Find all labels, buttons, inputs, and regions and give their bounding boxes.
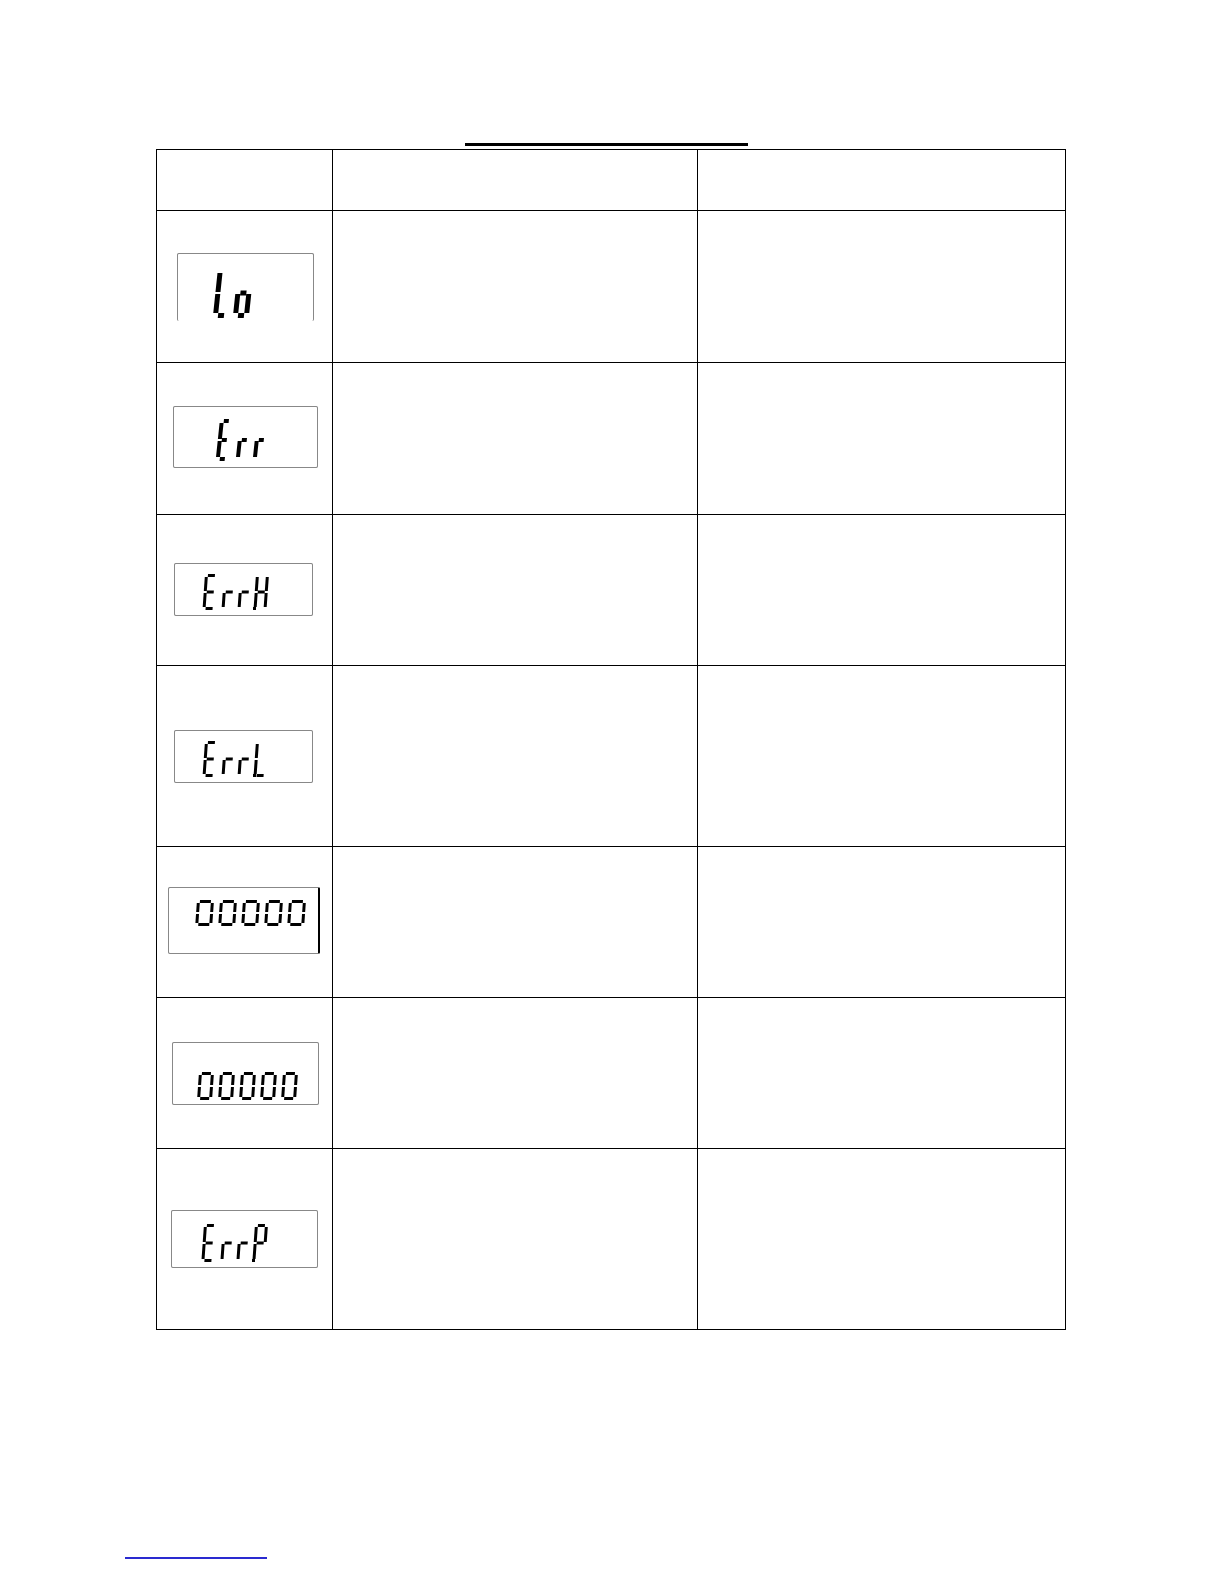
lcd-segment-c	[293, 1087, 297, 1097]
lcd-digits	[178, 254, 313, 321]
lcd-segment-a	[286, 1072, 295, 1075]
lcd-segment-a	[208, 741, 215, 744]
lcd-digits	[172, 1211, 317, 1267]
lcd-segment-e	[264, 914, 268, 923]
lcd-segment-b	[256, 903, 260, 912]
lcd-glyph	[216, 419, 229, 461]
lcd-segment-a	[202, 1072, 211, 1075]
lcd-segment-b	[210, 1075, 214, 1085]
lcd-segment-d	[238, 313, 245, 318]
lcd-digits	[175, 564, 312, 615]
lcd-glyph	[264, 900, 283, 926]
lcd-segment-d	[205, 774, 212, 777]
lcd-segment-e	[254, 760, 258, 774]
lcd-segment-b	[233, 903, 237, 912]
lcd-glyph	[202, 574, 215, 610]
lcd-glyph	[221, 1242, 232, 1260]
lcd-glyph	[254, 577, 269, 607]
lcd-segment-e	[253, 441, 259, 457]
lcd-segment-e	[222, 760, 226, 774]
lcd-segment-f	[204, 577, 208, 591]
lcd-segment-b	[294, 1075, 298, 1085]
lcd-segment-g	[222, 438, 227, 442]
lcd-segment-a	[223, 1072, 232, 1075]
lcd-segment-e	[233, 294, 240, 313]
remedy-cell	[698, 666, 1066, 847]
cause-cell	[333, 211, 698, 363]
lcd-segment-b	[279, 903, 283, 912]
header-cell-cause	[333, 150, 698, 211]
lcd-segment-e	[253, 1244, 257, 1259]
lcd-segment-e	[218, 914, 222, 923]
lcd-digits	[174, 407, 317, 467]
title-underline	[465, 143, 748, 146]
remedy-cell	[698, 847, 1066, 998]
lcd-display	[177, 253, 314, 321]
lcd-segment-g	[242, 438, 247, 442]
lcd-segment-g	[226, 758, 233, 761]
cause-cell	[333, 847, 698, 998]
lcd-segment-c	[209, 914, 213, 923]
lcd-segment-e	[281, 1087, 285, 1097]
lcd-segment-g	[225, 1242, 232, 1245]
table-row	[157, 211, 1066, 363]
lcd-glyph	[218, 1072, 235, 1100]
lcd-segment-b	[302, 903, 306, 912]
lcd-segment-d	[220, 457, 225, 461]
lcd-segment-f	[218, 423, 224, 439]
lcd-segment-c	[272, 1087, 276, 1097]
table-row	[157, 998, 1066, 1149]
lcd-segment-d	[290, 923, 301, 926]
lcd-segment-f	[288, 903, 292, 912]
cause-cell	[333, 515, 698, 666]
lcd-segment-f	[240, 1075, 244, 1085]
lcd-segment-dot	[252, 1259, 255, 1262]
lcd-glyph	[260, 1072, 277, 1100]
lcd-segment-d	[218, 313, 225, 318]
lcd-segment-e	[203, 593, 207, 607]
lcd-digits	[169, 888, 318, 953]
lcd-segment-g	[207, 758, 214, 761]
lcd-segment-c	[301, 914, 305, 923]
lcd-segment-e	[287, 914, 291, 923]
lcd-segment-g	[258, 591, 265, 594]
remedy-cell	[698, 363, 1066, 515]
lcd-segment-f	[242, 903, 246, 912]
lcd-segment-c	[264, 593, 268, 607]
lcd-display	[174, 563, 313, 616]
lcd-glyph	[222, 591, 233, 608]
lcd-glyph	[253, 438, 264, 457]
lcd-segment-f	[261, 1075, 265, 1085]
lcd-segment-e	[202, 1244, 206, 1259]
lcd-display	[173, 406, 318, 468]
lcd-segment-b	[265, 577, 269, 591]
table-row	[157, 666, 1066, 847]
lcd-segment-a	[200, 900, 211, 903]
lcd-segment-d	[204, 1259, 211, 1262]
lcd-segment-a	[224, 419, 229, 423]
lcd-segment-e	[241, 914, 245, 923]
lcd-glyph	[237, 1242, 248, 1260]
display-cell	[157, 515, 333, 666]
table-row	[157, 1149, 1066, 1330]
lcd-glyph	[253, 744, 265, 777]
page-footer	[0, 1557, 560, 1585]
lcd-glyph	[241, 900, 260, 926]
table-row	[157, 515, 1066, 666]
lcd-segment-g	[242, 758, 249, 761]
lcd-segment-d	[263, 1097, 272, 1100]
lcd-segment-c	[230, 1087, 234, 1097]
lcd-glyph	[222, 758, 233, 775]
header-cell-remedy	[698, 150, 1066, 211]
lcd-glyph	[201, 1224, 214, 1262]
lcd-segment-e	[197, 1087, 201, 1097]
lcd-segment-d	[242, 1097, 251, 1100]
lcd-segment-d	[256, 774, 263, 777]
lcd-segment-f	[215, 273, 222, 292]
lcd-segment-b	[252, 1075, 256, 1085]
lcd-segment-e	[239, 1087, 243, 1097]
cause-cell	[333, 363, 698, 515]
lcd-segment-g	[226, 591, 233, 594]
lcd-segment-d	[267, 923, 278, 926]
lcd-display	[174, 730, 313, 783]
lcd-segment-a	[269, 900, 280, 903]
lcd-segment-e	[237, 1244, 241, 1259]
lcd-glyph	[195, 900, 214, 926]
lcd-segment-f	[254, 1227, 258, 1242]
display-cell	[157, 847, 333, 998]
lcd-glyph	[287, 900, 306, 926]
lcd-segment-a	[265, 1072, 274, 1075]
lcd-segment-g	[257, 1242, 264, 1245]
lcd-segment-f	[265, 903, 269, 912]
lcd-segment-a	[258, 1224, 265, 1227]
lcd-segment-e	[238, 760, 242, 774]
lcd-segment-c	[209, 1087, 213, 1097]
lcd-segment-a	[223, 900, 234, 903]
lcd-segment-f	[255, 577, 259, 591]
display-cell	[157, 998, 333, 1149]
lcd-segment-b	[210, 903, 214, 912]
lcd-segment-f	[204, 744, 208, 758]
lcd-segment-d	[284, 1097, 293, 1100]
lcd-segment-f	[219, 903, 223, 912]
lcd-digits	[173, 1043, 318, 1104]
remedy-cell	[698, 515, 1066, 666]
remedy-cell	[698, 211, 1066, 363]
lcd-segment-f	[198, 1075, 202, 1085]
table-row	[157, 847, 1066, 998]
remedy-cell	[698, 998, 1066, 1149]
lcd-segment-c	[244, 294, 251, 313]
cause-cell	[333, 1149, 698, 1330]
error-code-table	[156, 149, 1066, 1330]
header-cell-display	[157, 150, 333, 211]
display-cell	[157, 666, 333, 847]
lcd-segment-e	[260, 1087, 264, 1097]
lcd-segment-a	[207, 1224, 214, 1227]
lcd-segment-a	[208, 574, 215, 577]
lcd-segment-e	[222, 593, 226, 607]
lcd-segment-e	[218, 1087, 222, 1097]
table-header-row	[157, 150, 1066, 211]
lcd-glyph	[253, 1224, 268, 1259]
lcd-glyph	[202, 741, 215, 777]
lcd-segment-e	[221, 1244, 225, 1259]
lcd-segment-e	[195, 914, 199, 923]
lcd-segment-g	[241, 1242, 248, 1245]
lcd-digits	[175, 731, 312, 782]
lcd-segment-f	[282, 1075, 286, 1085]
lcd-glyph	[233, 291, 252, 319]
display-cell	[157, 363, 333, 515]
lcd-segment-e	[203, 760, 207, 774]
lcd-glyph	[213, 273, 229, 318]
lcd-glyph	[239, 1072, 256, 1100]
lcd-segment-a	[246, 900, 257, 903]
lcd-segment-c	[255, 914, 259, 923]
lcd-segment-e	[238, 593, 242, 607]
lcd-segment-c	[278, 914, 282, 923]
lcd-segment-c	[251, 1087, 255, 1097]
lcd-segment-g	[242, 591, 249, 594]
lcd-glyph	[218, 900, 237, 926]
display-cell	[157, 211, 333, 363]
lcd-display	[168, 887, 320, 954]
lcd-segment-b	[231, 1075, 235, 1085]
lcd-segment-f	[255, 744, 259, 758]
display-cell	[157, 1149, 333, 1330]
lcd-glyph	[238, 591, 249, 608]
lcd-segment-e	[213, 294, 220, 313]
lcd-segment-b	[264, 1227, 268, 1242]
footer-link[interactable]	[125, 1557, 267, 1559]
table-row	[157, 363, 1066, 515]
lcd-segment-g	[207, 591, 214, 594]
lcd-glyph	[236, 438, 247, 457]
lcd-segment-b	[273, 1075, 277, 1085]
lcd-glyph	[281, 1072, 298, 1100]
lcd-display	[172, 1042, 319, 1105]
lcd-segment-d	[205, 607, 212, 610]
lcd-segment-d	[221, 923, 232, 926]
remedy-cell	[698, 1149, 1066, 1330]
lcd-segment-e	[216, 441, 222, 457]
lcd-segment-g	[240, 291, 247, 296]
lcd-segment-c	[232, 914, 236, 923]
lcd-segment-f	[196, 903, 200, 912]
lcd-glyph	[197, 1072, 214, 1100]
lcd-segment-g	[206, 1242, 213, 1245]
lcd-segment-g	[259, 438, 264, 442]
cause-cell	[333, 666, 698, 847]
lcd-segment-dot	[253, 774, 256, 777]
cause-cell	[333, 998, 698, 1149]
lcd-segment-e	[236, 441, 242, 457]
lcd-segment-d	[200, 1097, 209, 1100]
lcd-glyph	[238, 758, 249, 775]
lcd-segment-f	[203, 1227, 207, 1242]
lcd-segment-e	[254, 593, 258, 607]
lcd-segment-d	[221, 1097, 230, 1100]
lcd-segment-d	[244, 923, 255, 926]
lcd-segment-a	[292, 900, 303, 903]
lcd-segment-d	[198, 923, 209, 926]
lcd-segment-f	[219, 1075, 223, 1085]
lcd-segment-dot	[253, 607, 256, 610]
lcd-segment-a	[244, 1072, 253, 1075]
lcd-display	[171, 1210, 318, 1268]
